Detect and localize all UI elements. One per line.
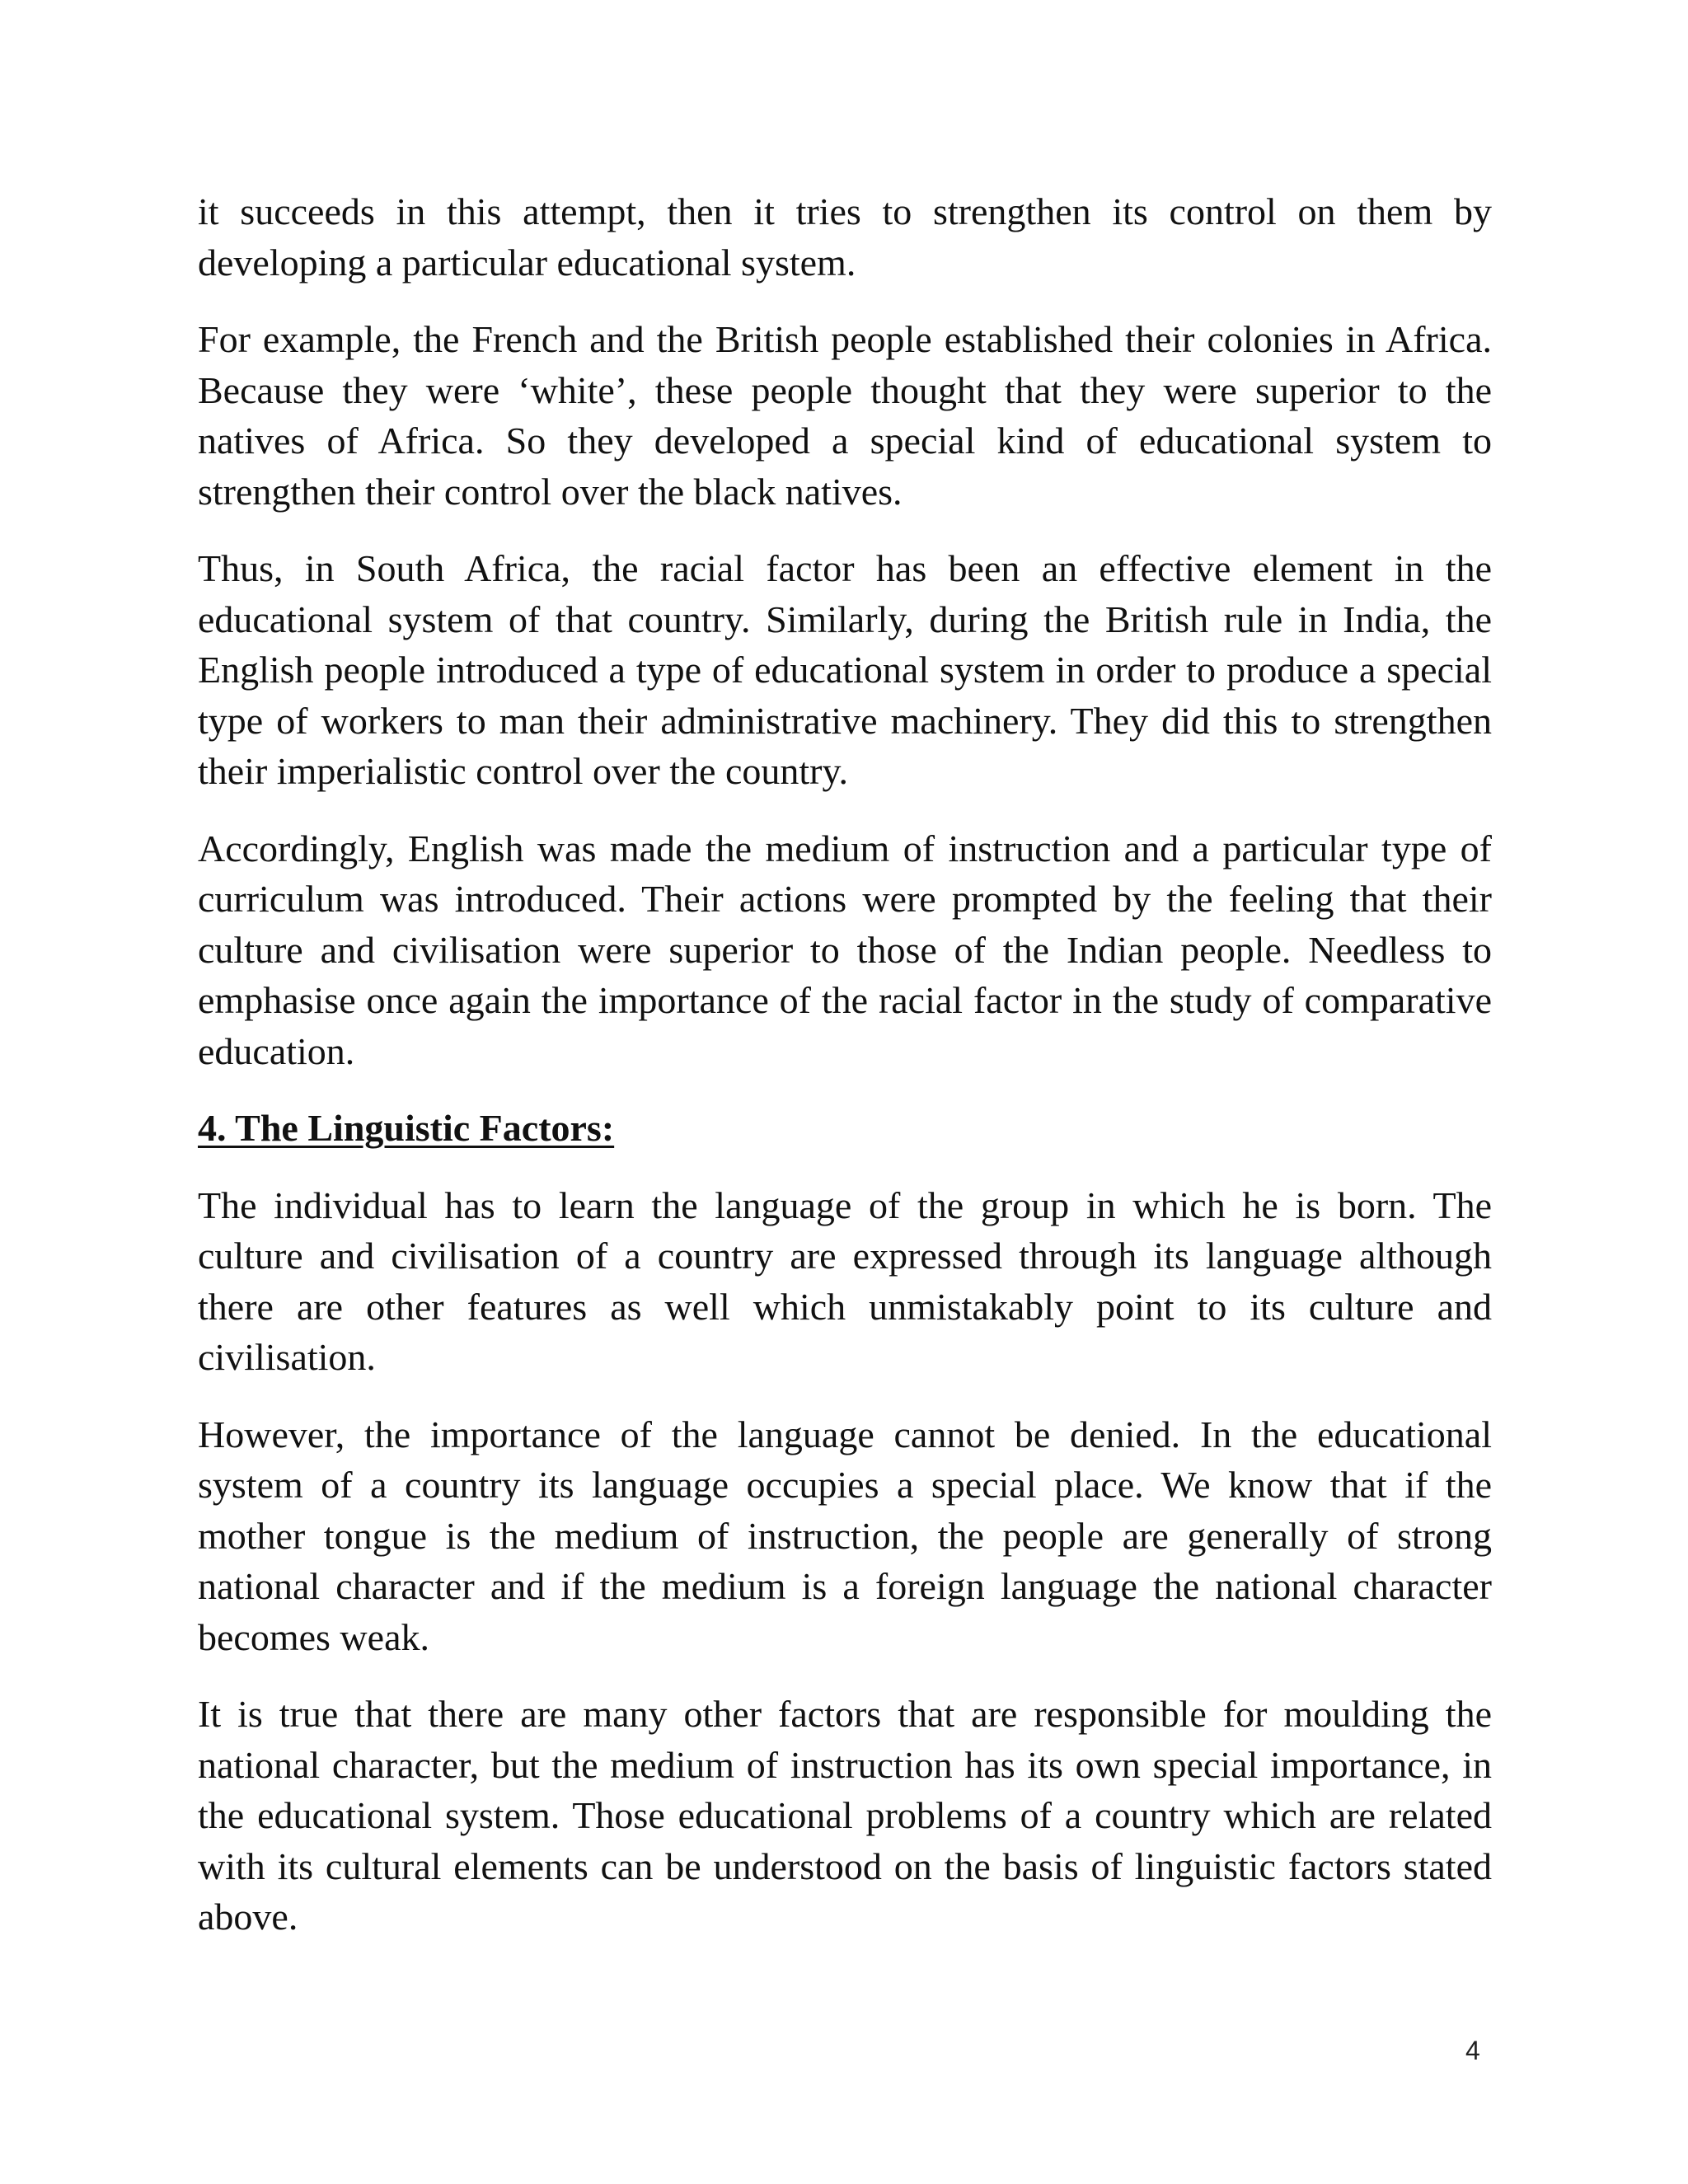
paragraph-english-medium: Accordingly, English was made the medium of instruction and a particular type of curriculum was introduced. Their actions were prompted by the feeling that their culture and civilisation were superior to those of the Indian people. Needless to emphasise once again the importance of the racial factor in the study of comparative education. bbox=[198, 827, 1492, 1072]
document-page bbox=[198, 186, 1492, 1969]
paragraph-importance-of-language: However, the importance of the language cannot be denied. In the educational system of a country its language occupies a special place. We know that if the mother tongue is the medium of instruction, the people are generally of strong national character and if the medium is a foreign language the national character becomes weak. bbox=[198, 1413, 1492, 1658]
paragraph-french-british-colonies: For example, the French and the British people established their colonies in Africa. Because they were ‘white’, these people thought that they were superior to the natives of Africa. So they developed a special kind of educational system to strengthen their control over the black natives. bbox=[198, 318, 1492, 513]
section-heading-linguistic-factors: 4. The Linguistic Factors: bbox=[198, 1107, 615, 1149]
paragraph-individual-language: The individual has to learn the language of the group in which he is born. The culture and civilisation of a country are expressed through its language although there are other features as well which unmistakably point to its culture and civilisation. bbox=[198, 1183, 1492, 1378]
paragraph-south-africa-india: Thus, in South Africa, the racial factor has been an effective element in the educational system of that country. Similarly, during the British rule in India, the English people introduced a type of educational system in order to produce a special type of workers to man their administrative machinery. They did this to strengthen their imperialistic control over the country. bbox=[198, 547, 1492, 792]
paragraph-continuation: it succeeds in this attempt, then it tries to strengthen its control on them by developing a particular educational system. bbox=[198, 190, 1492, 284]
paragraph-national-character: It is true that there are many other factors that are responsible for moulding the national character, but the medium of instruction has its own special importance, in the educational system. Those educational problems of a country which are related with its cultural elements can be understood on the basis of linguistic factors stated above. bbox=[198, 1693, 1492, 1938]
page-number: 4 bbox=[1465, 2036, 1480, 2065]
